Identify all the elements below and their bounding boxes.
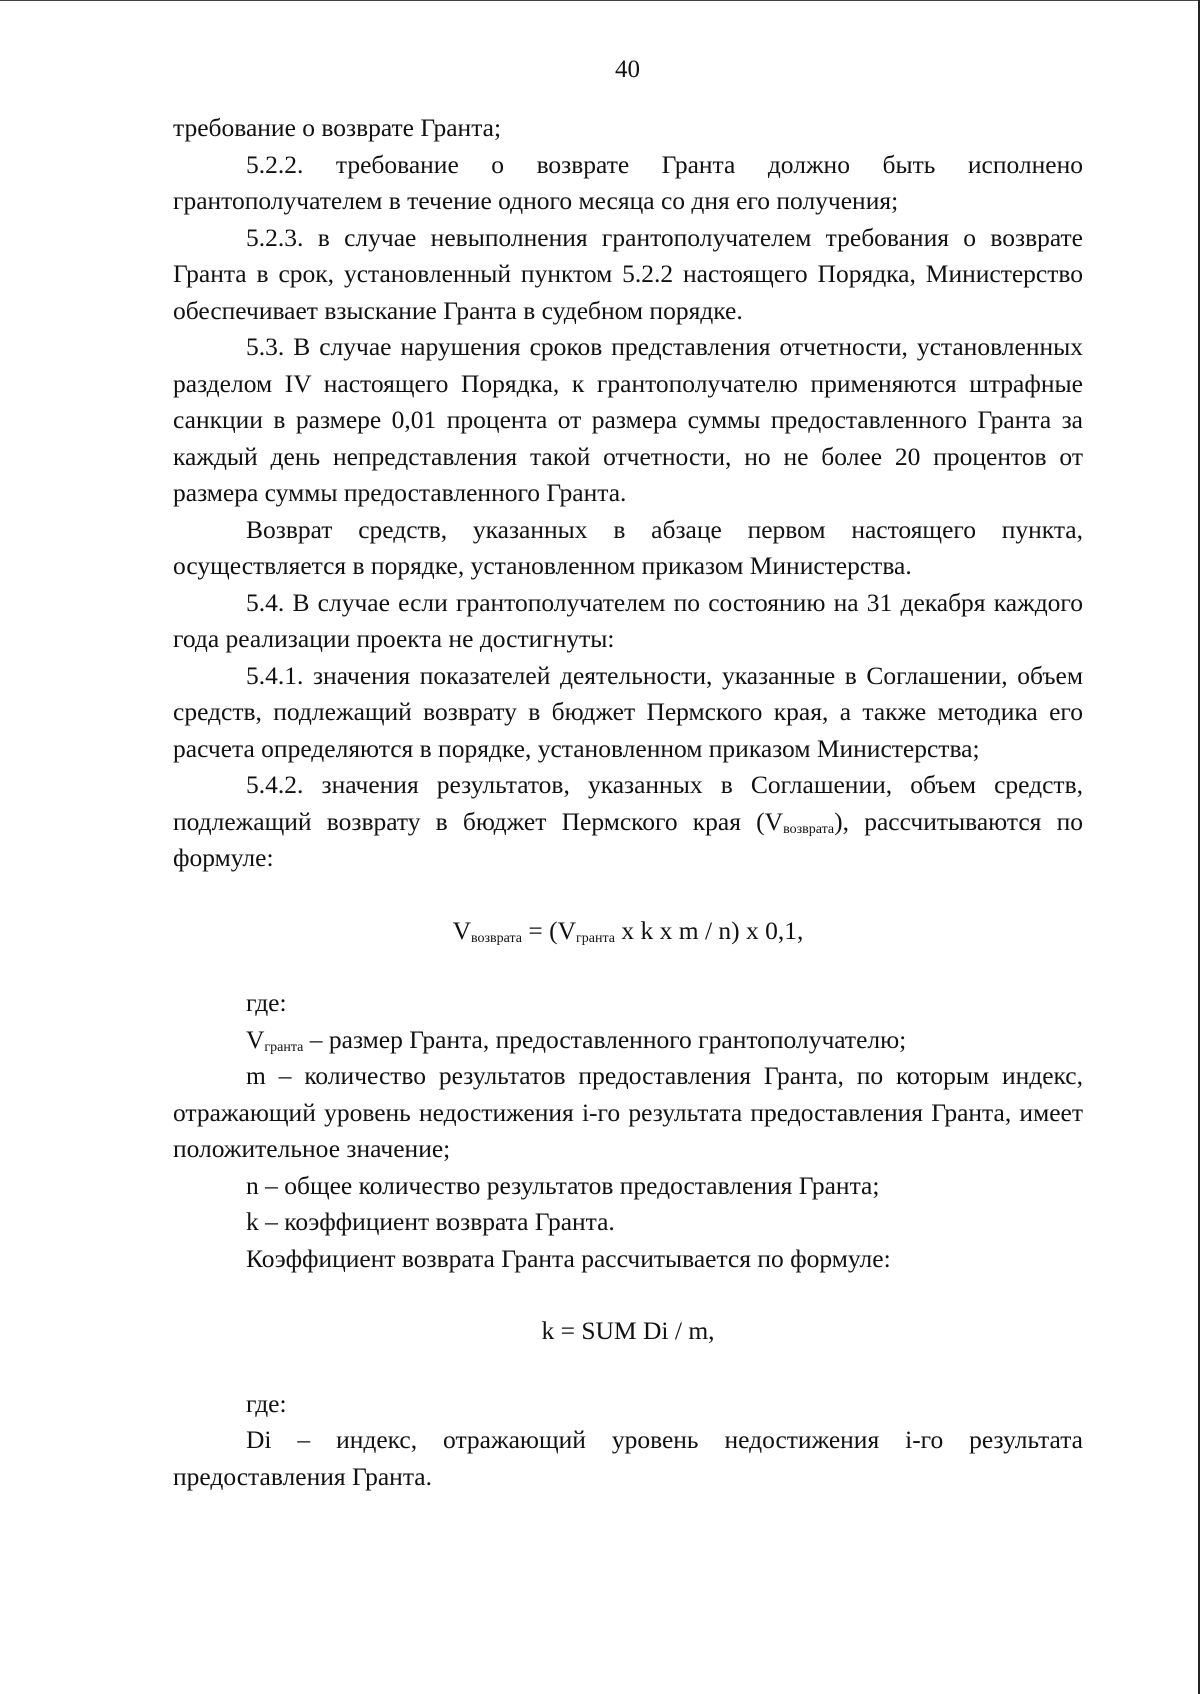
paragraph: Возврат средств, указанных в абзаце первом настоящего пункта, осуществляется в порядке, установленном приказом Министерства.: [173, 514, 1083, 580]
def-v-symbol: V: [246, 1024, 265, 1054]
def-v-text: – размер Гранта, предоставленного грантополучателю;: [303, 1024, 907, 1054]
p542-after: ), рассчитываются по формуле:: [173, 806, 1083, 872]
page-number: 40: [615, 56, 640, 83]
paragraph: 5.4. В случае если грантополучателем по состоянию на 31 декабря каждого года реализации проекта не достигнуты:: [173, 587, 1083, 653]
p542-sub: возврата: [783, 821, 835, 837]
paragraph: 5.3. В случае нарушения сроков представления отчетности, установленных разделом IV настоящего Порядка, к грантополучателю применяются штрафные санкции в размере 0,01 процента от размера суммы предоставленного Гранта за каждый день непредставления такой отчетности, но не более 20 процентов от размера суммы предоставленного Гранта.: [173, 332, 1083, 507]
document-body: [173, 110, 1083, 1495]
paragraph: 5.2.3. в случае невыполнения грантополучателем требования о возврате Гранта в срок, установленный пунктом 5.2.2 настоящего Порядка, Министерство обеспечивает взыскание Гранта в судебном порядке.: [173, 222, 1083, 325]
formula1-v-sub: возврата: [470, 930, 522, 946]
definition-v-granta: [173, 1022, 1083, 1059]
formula1-v2-sub: гранта: [576, 930, 615, 946]
paragraph: 5.4.1. значения показателей деятельности, указанные в Соглашении, объем средств, подлежащий возврату в бюджет Пермского края, а также методика его расчета определяются в порядке, установленном приказом Министерства;: [173, 660, 1083, 763]
formula-return-volume: [173, 913, 1083, 950]
paragraph: 5.2.2. требование о возврате Гранта должно быть исполнено грантополучателем в течение одного месяца со дня его получения;: [173, 149, 1083, 215]
p542-before: 5.4.2. значения результатов, указанных в Соглашении, объем средств, подлежащий возврату в бюджет Пермского края (V: [173, 770, 1083, 836]
where-label-2: где:: [246, 1388, 287, 1418]
formula1-mid: = (V: [522, 915, 577, 945]
def-v-sub: гранта: [264, 1039, 304, 1055]
where-label: где:: [246, 988, 287, 1017]
definition-m: m – количество результатов предоставления Гранта, по которым индекс, отражающий уровень недостижения i-го результата предоставления Гранта, имеет положительное значение;: [173, 1061, 1083, 1163]
definition-k: k – коэффициент возврата Гранта.: [246, 1207, 615, 1236]
coefficient-intro: Коэффициент возврата Гранта рассчитывается по формуле:: [246, 1243, 891, 1273]
definition-di: Di – индекс, отражающий уровень недостижения i-го результата предоставления Гранта.: [173, 1425, 1083, 1491]
definition-n: n – общее количество результатов предоставления Гранта;: [246, 1170, 880, 1200]
paragraph-5-4-2: [173, 767, 1083, 877]
page-edge-top: [0, 0, 1200, 1]
formula-coefficient: k = SUM Di / m,: [541, 1316, 715, 1345]
formula1-rest: x k x m / n) x 0,1,: [615, 915, 804, 945]
paragraph: требование о возврате Гранта;: [173, 113, 502, 142]
formula1-v: V: [452, 915, 471, 945]
